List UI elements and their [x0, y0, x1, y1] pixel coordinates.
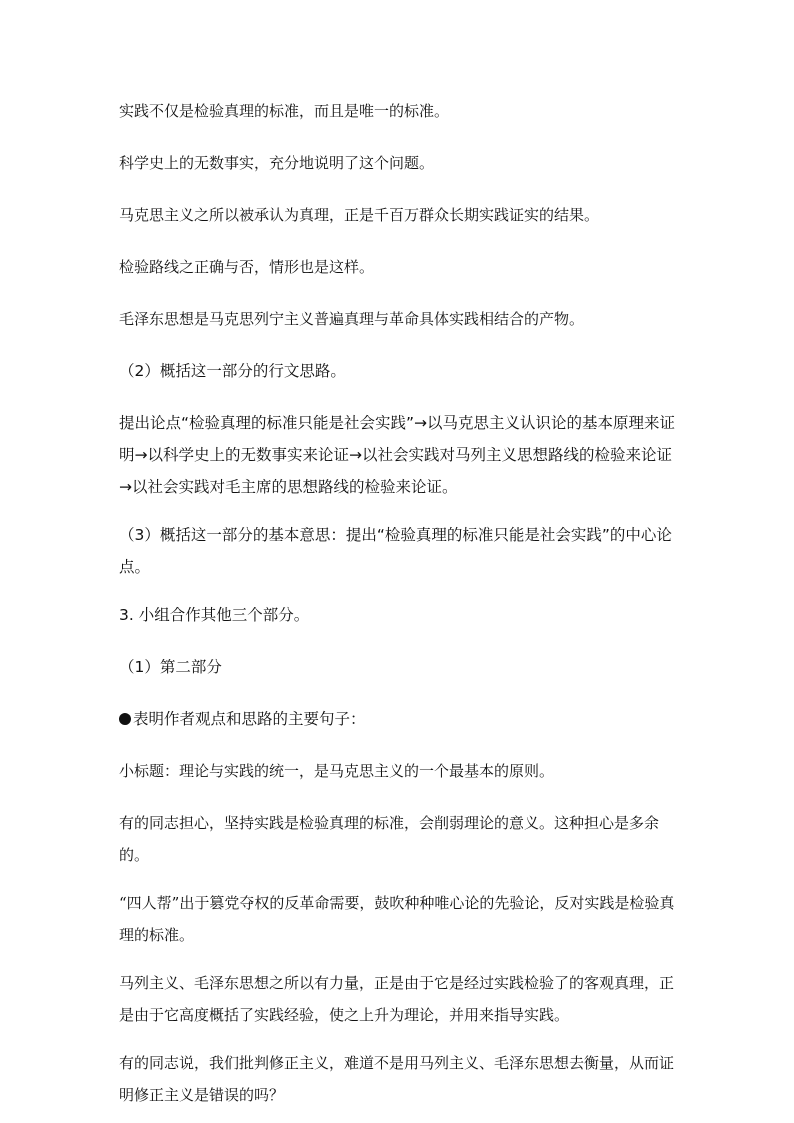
paragraph-2: 科学史上的无数事实，充分地说明了这个问题。: [119, 154, 435, 172]
paragraph-6: 有的同志担心，坚持实践是检验真理的标准，会削弱理论的意义。这种担心是多余的。: [119, 814, 660, 864]
question-3: （3）概括这一部分的基本意思：提出“检验真理的标准只能是社会实践”的中心论点。: [119, 526, 672, 576]
question-2-heading: （2）概括这一部分的行文思路。: [119, 362, 346, 380]
part-1-heading: （1）第二部分: [119, 658, 222, 676]
paragraph-1: 实践不仅是检验真理的标准，而且是唯一的标准。: [119, 102, 450, 120]
paragraph-4: 检验路线之正确与否，情形也是这样。: [119, 258, 375, 276]
paragraph-9: 有的同志说，我们批判修正主义，难道不是用马列主义、毛泽东思想去衡量，从而证明修正主义是错误的吗？: [119, 1054, 675, 1104]
paragraph-8: 马列主义、毛泽东思想之所以有力量，正是由于它是经过实践检验了的客观真理，正是由于它高度概括了实践经验，使之上升为理论，并用来指导实践。: [119, 974, 675, 1024]
paragraph-7: “四人帮”出于篡党夺权的反革命需要，鼓吹种种唯心论的先验论，反对实践是检验真理的标准。: [119, 894, 675, 944]
document-page: [119, 95, 679, 1111]
question-2-answer: 提出论点“检验真理的标准只能是社会实践”→以马克思主义认识论的基本原理来证明→以科学史上的无数事实来论证→以社会实践对马列主义思想路线的检验来论证→以社会实践对毛主席的思想路线的检验来论证。: [119, 414, 676, 496]
paragraph-3: 马克思主义之所以被承认为真理，正是千百万群众长期实践证实的结果。: [119, 206, 600, 224]
bullet-item: [119, 703, 679, 735]
bullet-icon: [119, 713, 131, 725]
bullet-text: 表明作者观点和思路的主要句子：: [133, 710, 366, 728]
paragraph-subtitle: 小标题：理论与实践的统一，是马克思主义的一个最基本的原则。: [119, 762, 555, 780]
paragraph-5: 毛泽东思想是马克思列宁主义普遍真理与革命具体实践相结合的产物。: [119, 310, 585, 328]
section-3-heading: 3. 小组合作其他三个部分。: [119, 606, 310, 624]
